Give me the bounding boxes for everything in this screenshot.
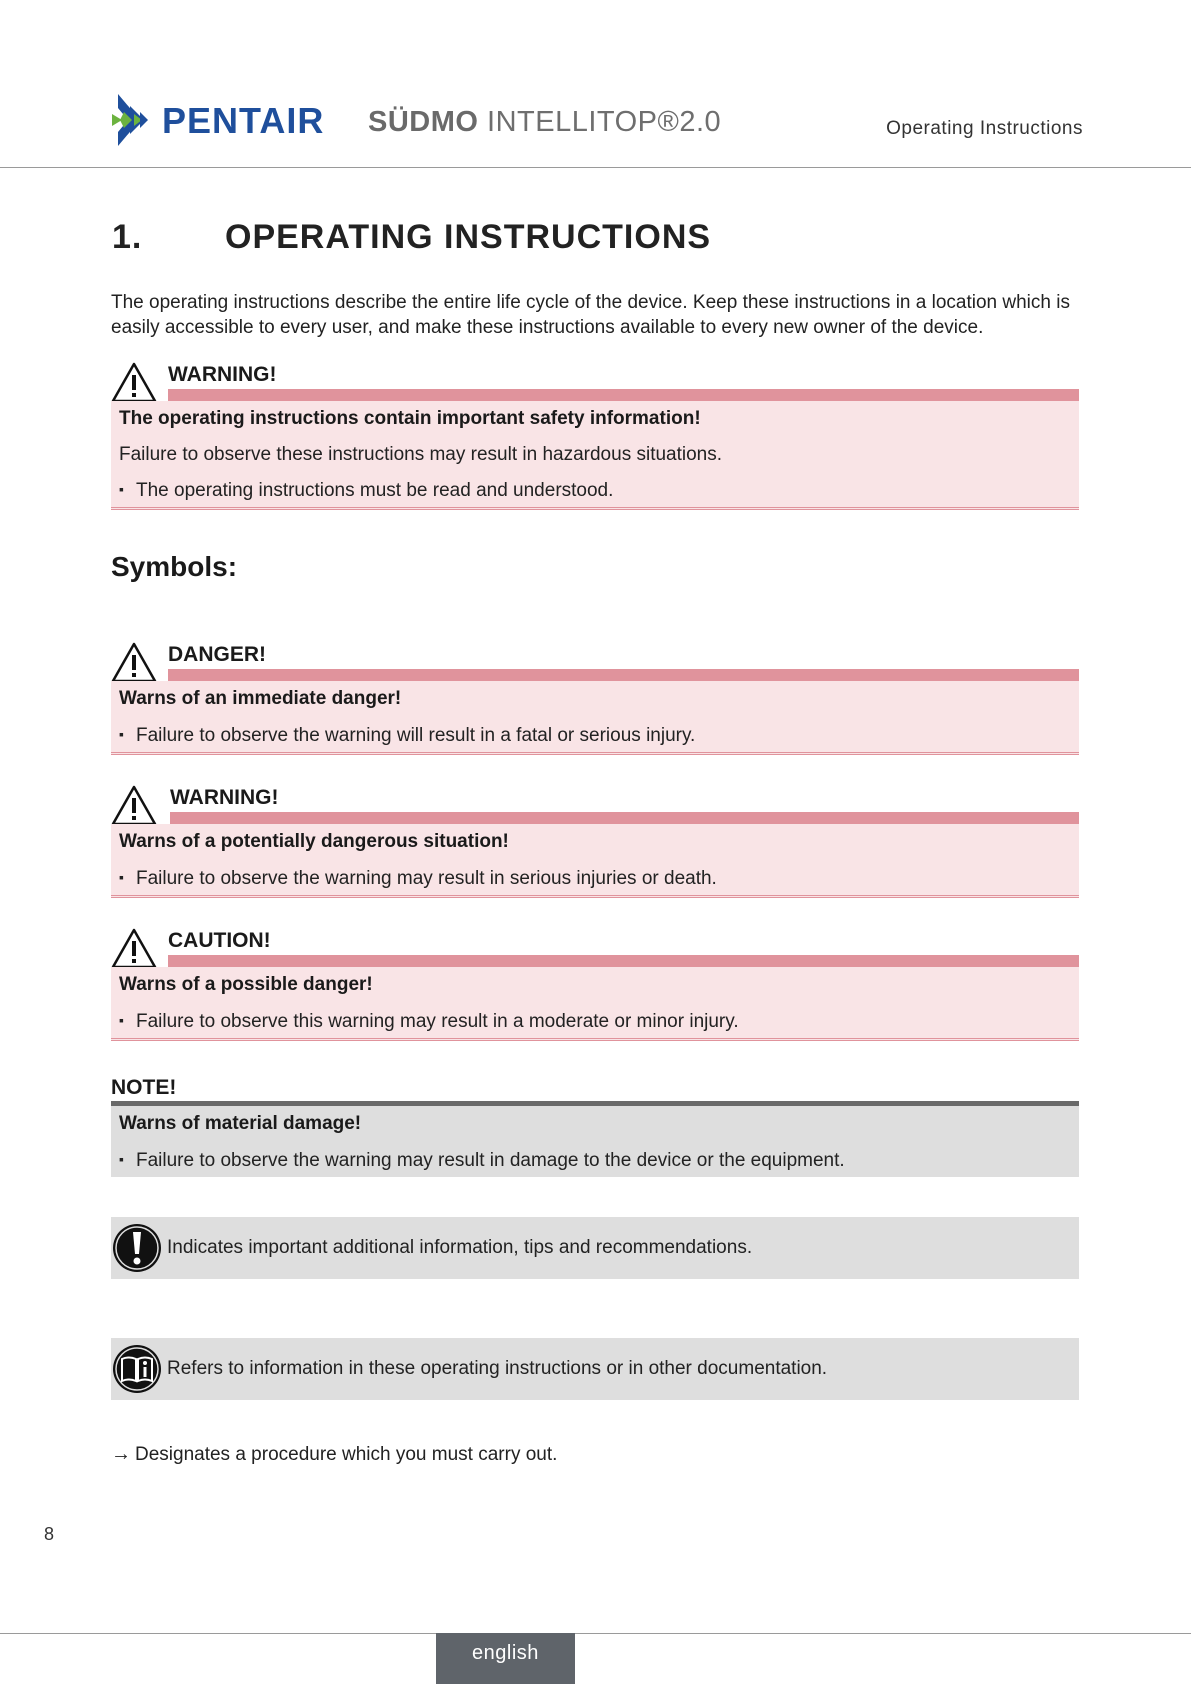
exclamation-circle-icon <box>111 1222 163 1274</box>
note-block <box>111 1075 1079 1177</box>
brand-name: PENTAIR <box>162 100 325 141</box>
chapter-number: 1. <box>112 218 143 256</box>
procedure-text: Designates a procedure which you must carry out. <box>135 1444 558 1465</box>
caution-title: Warns of a possible danger! <box>119 974 373 995</box>
footer-divider <box>0 1633 1191 1634</box>
caution-label: CAUTION! <box>168 929 271 952</box>
chapter-title: OPERATING INSTRUCTIONS <box>225 218 712 256</box>
note-body <box>111 1106 1079 1177</box>
main-warning-text: Failure to observe these instructions may result in hazardous situations. <box>119 444 723 465</box>
danger-block <box>111 641 1079 749</box>
product-name-bold: SÜDMO <box>368 106 479 138</box>
danger-body <box>111 681 1079 755</box>
right-arrow-icon: → <box>111 1443 131 1465</box>
warning-triangle-icon <box>111 784 157 826</box>
warning-label: WARNING! <box>170 786 279 809</box>
main-warning-bullet: ▪ The operating instructions must be read and understood. <box>119 472 1071 507</box>
product-name-rest: INTELLITOP®2.0 <box>478 106 722 138</box>
note-bullet: ▪ Failure to observe the warning may result in damage to the device or the equipment. <box>119 1142 1071 1177</box>
caution-body <box>111 967 1079 1041</box>
note-title: Warns of material damage! <box>119 1113 362 1134</box>
symbols-heading: Symbols: <box>111 551 238 582</box>
main-warning-block <box>111 361 1079 505</box>
main-warning-label: WARNING! <box>168 363 277 386</box>
page-header <box>0 0 1191 168</box>
pentair-logo-icon <box>110 92 158 148</box>
reference-info-box <box>111 1338 1079 1400</box>
main-warning-bar <box>168 389 1079 401</box>
danger-title: Warns of an immediate danger! <box>119 688 402 709</box>
caution-block <box>111 927 1079 1035</box>
danger-bullet: ▪ Failure to observe the warning will result in a fatal or serious injury. <box>119 717 1071 752</box>
caution-bar <box>168 955 1079 967</box>
language-tab: english <box>436 1633 575 1684</box>
important-info-box <box>111 1217 1079 1279</box>
main-warning-body <box>111 401 1079 510</box>
main-warning-title: The operating instructions contain important safety information! <box>119 408 701 429</box>
intro-paragraph: The operating instructions describe the entire life cycle of the device. Keep these instructions in a location which is easily accessible to every user, and make these instructions available to every new owner of the device. <box>111 292 1070 338</box>
warning-title: Warns of a potentially dangerous situation! <box>119 831 509 852</box>
document-type: Operating Instructions <box>886 118 1083 139</box>
danger-triangle-icon <box>111 641 157 683</box>
caution-triangle-icon <box>111 927 157 969</box>
warning-bar <box>170 812 1079 824</box>
caution-bullet: ▪ Failure to observe this warning may result in a moderate or minor injury. <box>119 1003 1071 1038</box>
note-label: NOTE! <box>111 1076 177 1099</box>
warning-body <box>111 824 1079 898</box>
warning-block <box>111 784 1079 892</box>
chapter-heading <box>112 218 711 257</box>
warning-triangle-icon <box>111 361 157 403</box>
danger-label: DANGER! <box>168 643 266 666</box>
important-info-text: Indicates important additional information, tips and recommendations. <box>167 1237 753 1258</box>
procedure-line <box>111 1443 557 1466</box>
page-number: 8 <box>44 1524 55 1544</box>
reference-info-text: Refers to information in these operating instructions or in other documentation. <box>167 1358 828 1379</box>
product-name <box>368 106 721 139</box>
book-info-icon <box>111 1343 163 1395</box>
warning-bullet: ▪ Failure to observe the warning may result in serious injuries or death. <box>119 860 1071 895</box>
danger-bar <box>168 669 1079 681</box>
